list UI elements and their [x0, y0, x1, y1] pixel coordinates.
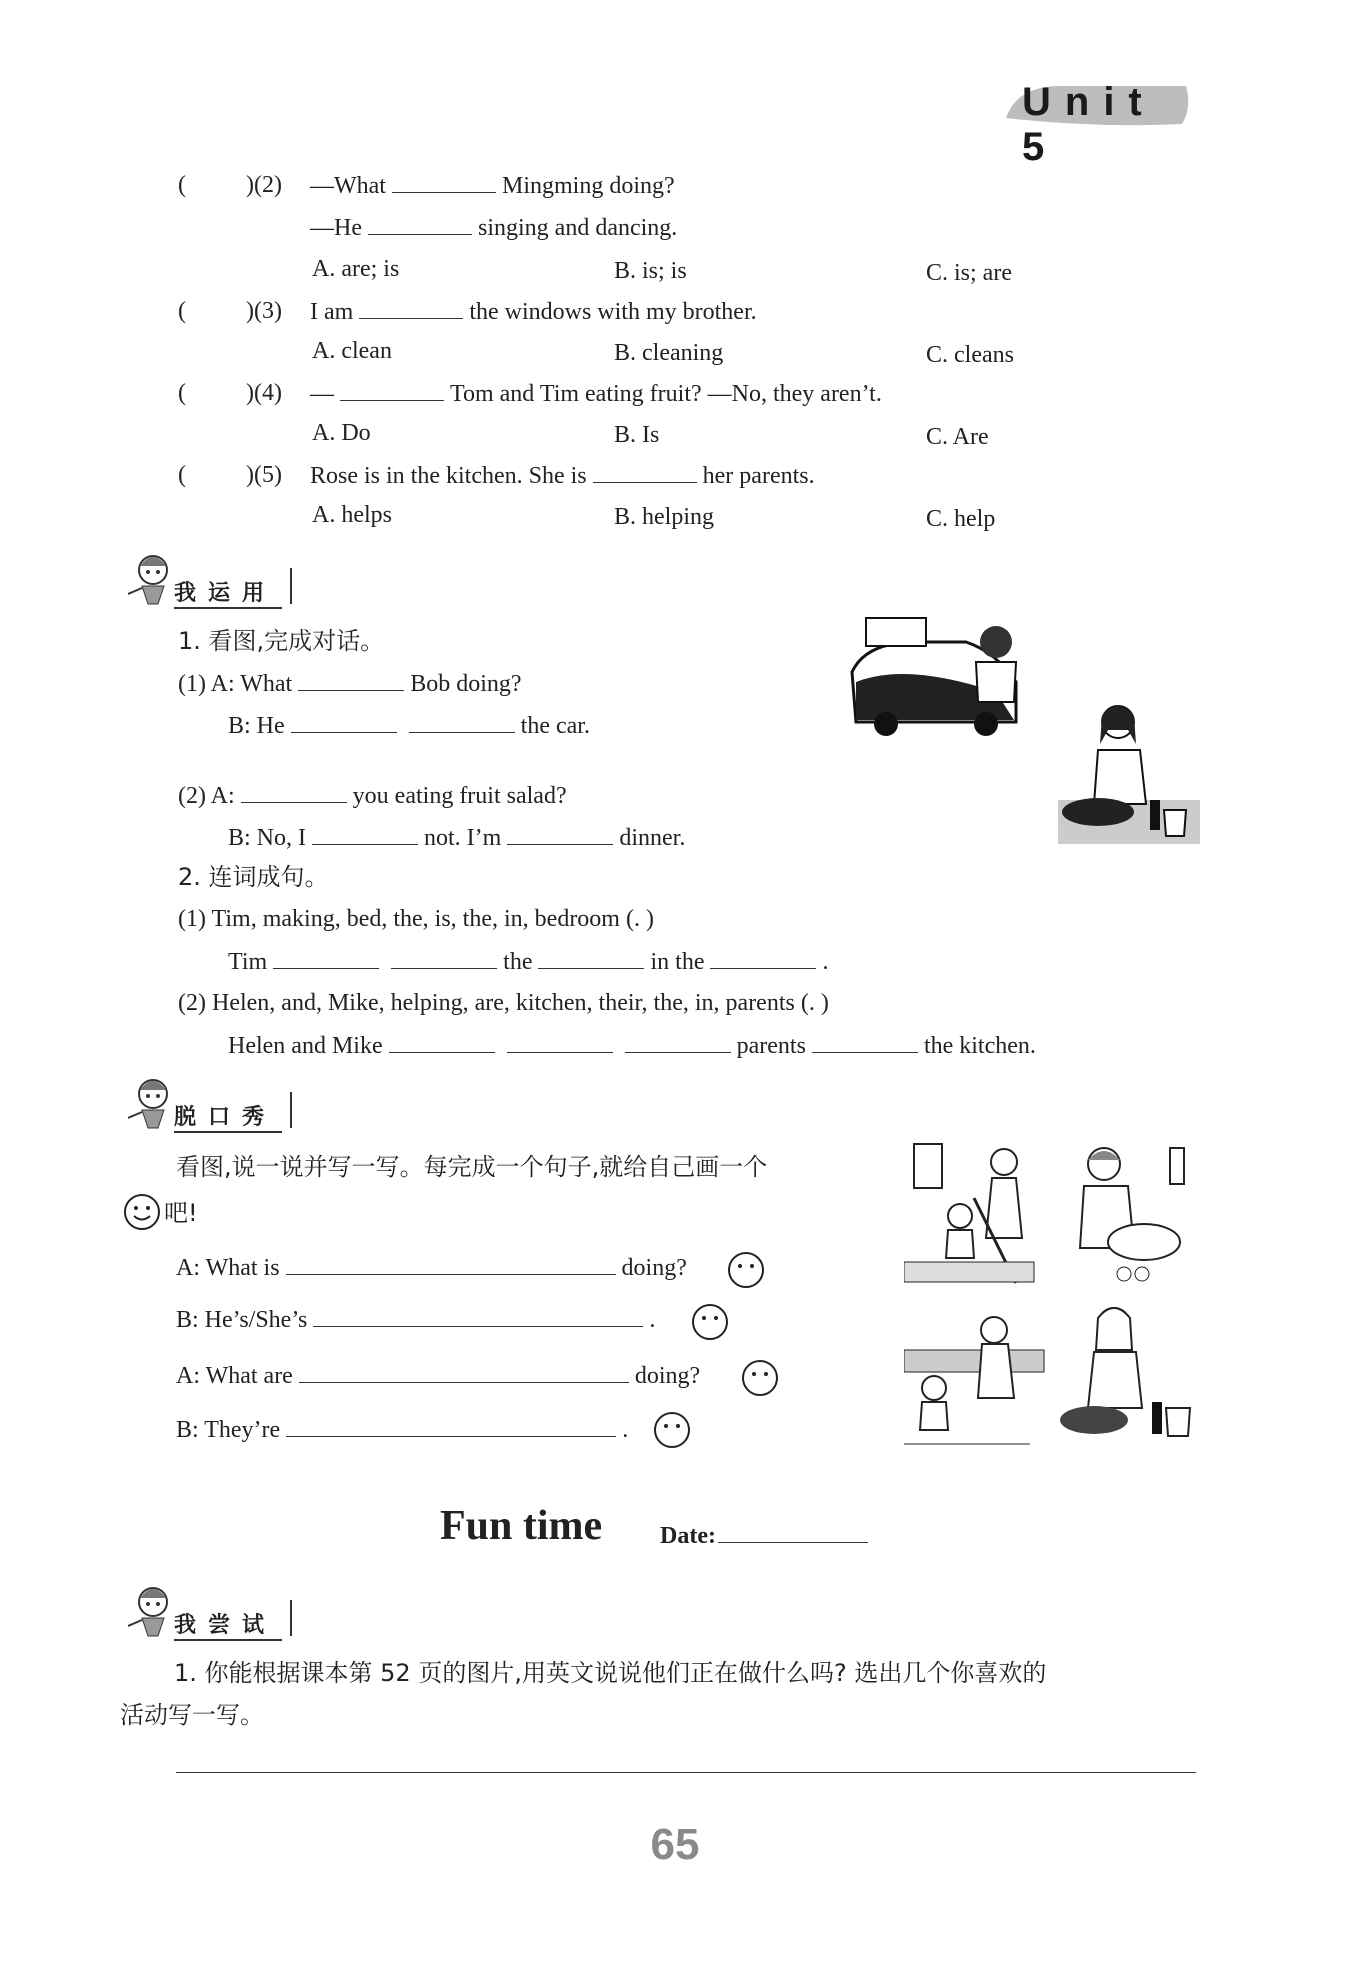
- answer-blank[interactable]: [313, 1304, 643, 1327]
- section-bar: [290, 1600, 292, 1636]
- unit-label: Unit 5: [1022, 80, 1156, 169]
- talk-line: A: What are doing?: [176, 1360, 700, 1391]
- section-bar: [290, 1092, 292, 1128]
- page-number: 65: [650, 1820, 700, 1869]
- answer-blank[interactable]: [286, 1252, 616, 1275]
- question-text: —What Mingming doing?: [310, 170, 675, 201]
- talk-line: B: He’s/She’s .: [176, 1304, 655, 1335]
- dialogue-line: (2) A: you eating fruit salad?: [178, 780, 567, 811]
- fun-time-title: Fun time: [440, 1503, 603, 1549]
- answer-blank[interactable]: [298, 668, 404, 691]
- family-chores-illustrations: [904, 1138, 1200, 1452]
- option-b: B. is; is: [614, 258, 687, 284]
- kids-cleaning-table-picture: [904, 1306, 1054, 1452]
- man-washing-car-illustration: [846, 612, 1026, 740]
- option-c: C. is; are: [926, 260, 1012, 286]
- talk-instructions-end: 吧!: [164, 1199, 198, 1227]
- dialogue-line: B: He the car.: [228, 710, 590, 741]
- girl-sweeping-picture: [904, 1138, 1054, 1288]
- section-title: 我尝试: [174, 1608, 282, 1641]
- question-number: )(3): [246, 298, 282, 324]
- option-b: B. helping: [614, 504, 714, 530]
- answer-paren-open: (: [178, 298, 186, 324]
- answer-blank[interactable]: [368, 212, 472, 235]
- answer-blank[interactable]: [625, 1030, 731, 1053]
- blank-face-icon[interactable]: [690, 1302, 730, 1342]
- talk-line: A: What is doing?: [176, 1252, 687, 1283]
- option-a: A. helps: [312, 502, 392, 528]
- answer-paren-open: (: [178, 172, 186, 198]
- answer-blank[interactable]: [392, 170, 496, 193]
- answer-blank[interactable]: [291, 710, 397, 733]
- option-b: B. cleaning: [614, 340, 724, 366]
- unit-tab: [996, 78, 1196, 169]
- section-title: 脱口秀: [174, 1100, 282, 1133]
- answer-blank[interactable]: [241, 780, 347, 803]
- answer-blank[interactable]: [409, 710, 515, 733]
- cartoon-girl-icon: [128, 1580, 178, 1640]
- question-text: I am the windows with my brother.: [310, 296, 757, 327]
- answer-blank[interactable]: [340, 378, 444, 401]
- dialogue-line: B: No, I not. I’m dinner.: [228, 822, 685, 853]
- answer-blank[interactable]: [538, 946, 644, 969]
- sentence-line: Tim the in the .: [228, 946, 828, 977]
- answer-blank[interactable]: [359, 296, 463, 319]
- answer-paren-open: (: [178, 380, 186, 406]
- option-c: C. cleans: [926, 342, 1014, 368]
- answer-blank[interactable]: [391, 946, 497, 969]
- woman-cooking-picture: [1060, 1308, 1190, 1436]
- blank-face-icon[interactable]: [726, 1250, 766, 1290]
- cartoon-girl-icon: [128, 1072, 178, 1132]
- section-title: 我运用: [174, 576, 282, 609]
- cartoon-girl-icon: [128, 548, 178, 608]
- answer-blank[interactable]: [273, 946, 379, 969]
- try-instruction: 1. 你能根据课本第 52 页的图片,用英文说说他们正在做什么吗? 选出几个你喜欢的: [174, 1659, 1047, 1687]
- answer-blank[interactable]: [389, 1030, 495, 1053]
- boy-washing-dishes-picture: [1080, 1148, 1184, 1281]
- section-header-apply: [128, 548, 308, 608]
- try-instruction-cont: 活动写一写。: [120, 1701, 264, 1729]
- answer-blank[interactable]: [593, 460, 697, 483]
- answer-blank[interactable]: [312, 822, 418, 845]
- scrambled-sentence: (2) Helen, and, Mike, helping, are, kitchen, their, the, in, parents (. ): [178, 990, 829, 1016]
- talk-instructions: 看图,说一说并写一写。每完成一个句子,就给自己画一个: [176, 1153, 768, 1181]
- writing-line[interactable]: [176, 1772, 1196, 1773]
- option-c: C. Are: [926, 424, 989, 450]
- q1-title: 1. 看图,完成对话。: [178, 627, 385, 655]
- question-text: —He singing and dancing.: [310, 212, 677, 243]
- date-label: Date:: [660, 1520, 874, 1550]
- question-text: — Tom and Tim eating fruit? —No, they aren’t.: [310, 378, 882, 409]
- q2-title: 2. 连词成句。: [178, 863, 329, 891]
- answer-blank[interactable]: [507, 1030, 613, 1053]
- section-bar: [290, 568, 292, 604]
- sentence-line: Helen and Mike parents the kitchen.: [228, 1030, 1036, 1061]
- question-number: )(4): [246, 380, 282, 406]
- answer-blank[interactable]: [507, 822, 613, 845]
- answer-blank[interactable]: [299, 1360, 629, 1383]
- option-a: A. Do: [312, 420, 371, 446]
- section-header-talk-show: [128, 1072, 308, 1132]
- option-b: B. Is: [614, 422, 660, 448]
- blank-face-icon[interactable]: [740, 1358, 780, 1398]
- answer-blank[interactable]: [286, 1414, 616, 1437]
- smiley-icon[interactable]: [122, 1192, 162, 1232]
- question-text: Rose is in the kitchen. She is her parents.: [310, 460, 815, 491]
- answer-blank[interactable]: [812, 1030, 918, 1053]
- answer-blank[interactable]: [710, 946, 816, 969]
- option-c: C. help: [926, 506, 996, 532]
- answer-paren-open: (: [178, 462, 186, 488]
- option-a: A. clean: [312, 338, 392, 364]
- scrambled-sentence: (1) Tim, making, bed, the, is, the, in, bedroom (. ): [178, 906, 654, 932]
- woman-cooking-illustration: [1058, 700, 1200, 846]
- blank-face-icon[interactable]: [652, 1410, 692, 1450]
- question-number: )(2): [246, 172, 282, 198]
- talk-line: B: They’re .: [176, 1414, 628, 1445]
- dialogue-line: (1) A: What Bob doing?: [178, 668, 522, 699]
- option-a: A. are; is: [312, 256, 400, 282]
- question-number: )(5): [246, 462, 282, 488]
- section-header-try: [128, 1580, 308, 1640]
- date-blank[interactable]: [718, 1520, 868, 1543]
